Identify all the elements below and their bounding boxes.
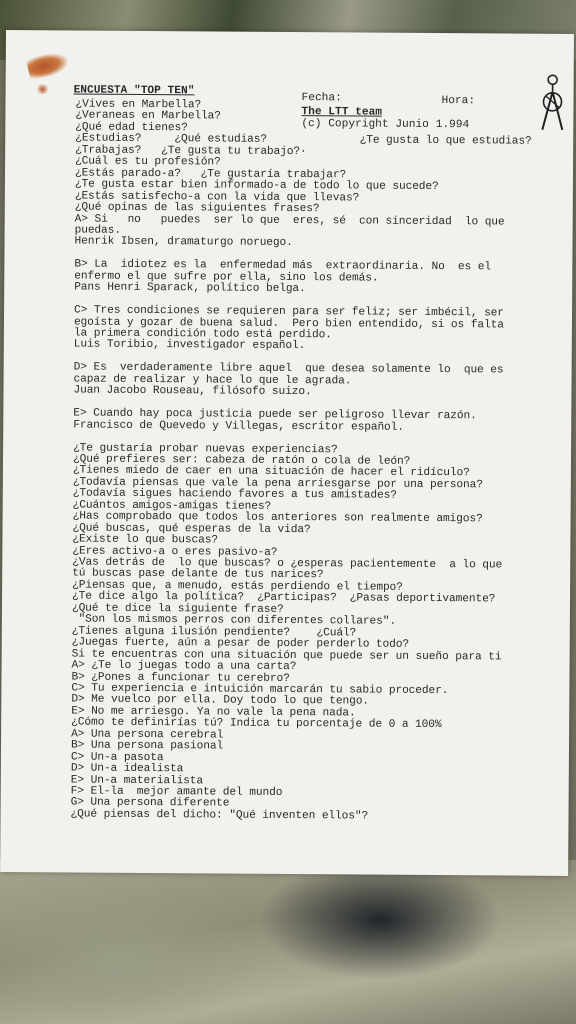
text-line: ¿Tienes alguna ilusión pendiente? ¿Cuál? <box>71 625 357 640</box>
text-line: C> Tu experiencia e intuición marcarán tu sabio proceder. <box>71 682 449 698</box>
text-line: B> La idiotez es la enfermedad más extraordinaria. No es el <box>74 258 492 274</box>
text-line: D> Me vuelco por ella. Doy todo lo que tengo. <box>71 693 369 708</box>
text-line: ¿Qué piensas del dicho: "Qué inventen ellos"? <box>70 808 369 823</box>
text-line: ¿Todavía piensas que vale la pena arriesgarse por una persona? <box>72 476 483 492</box>
text-line: ¿Te gusta estar bien informado-a de todo lo que sucede? <box>74 178 439 194</box>
text-line: ¿Veraneas en Marbella? <box>75 109 221 123</box>
text-line: ¿Cuál es tu profesión? <box>75 155 221 169</box>
text-line: ¿Eres activo-a o eres pasivo-a? <box>72 545 278 559</box>
text-line: ¿Cuántos amigos-amigas tienes? <box>72 499 272 513</box>
text-line: C> Un-a pasota <box>70 751 164 764</box>
text-line: ¿Estás parado-a? ¿Te gustaría trabajar? <box>74 167 347 182</box>
text-line: Si te encuentras con una situación que puede ser un sueño para ti <box>71 648 502 664</box>
text-line: ¿Te dice algo la política? ¿Participas? ¿Pasas deportivamente? <box>72 590 496 606</box>
copyright: (c) Copyright Junio 1.994 <box>301 118 470 132</box>
text-line: E> Cuando hay poca justicia puede ser peligroso llevar razón. <box>73 407 477 423</box>
fecha-label: Fecha: <box>301 92 342 105</box>
text-line: ¿Trabajas? ¿Te gusta tu trabajo?· <box>75 144 307 158</box>
text-line: la primera condición todo está perdido. <box>73 327 332 342</box>
text-line: tú buscas pase delante de tus narices? <box>72 567 324 582</box>
text-line: ¿Te gustaría probar nuevas experiencias? <box>73 441 338 456</box>
text-line: ¿Qué buscas, qué esperas de la vida? <box>72 522 311 536</box>
text-line: D> Es verdaderamente libre aquel que desea solamente lo que es <box>73 361 504 377</box>
text-line: Pans Henri Sparack, político belga. <box>74 281 306 296</box>
text-line: ¿Piensas que, a menudo, estás perdiendo el tiempo? <box>72 579 403 594</box>
text-line: enfermo el que sufre por ella, sino los demás. <box>74 270 379 285</box>
text-line: E> No me arriesgo. Ya no vale la pena nada. <box>71 705 356 720</box>
text-line: capaz de realizar y hace lo que le agrada. <box>73 373 352 388</box>
text-line: ¿Vas detrás de lo que buscas? o ¿esperas pacientemente a lo que <box>72 556 503 572</box>
survey-title: ENCUESTA "TOP TEN" <box>73 84 195 98</box>
text-line: B> Una persona pasional <box>70 739 224 753</box>
text-line: D> Un-a idealista <box>70 762 184 776</box>
text-line: A> Una persona cerebral <box>71 728 224 742</box>
text-line: ¿Has comprobado que todos los anteriores son realmente amigos? <box>72 510 483 526</box>
survey-sheet <box>0 30 574 876</box>
hora-label: Hora: <box>441 95 476 108</box>
text-line: ¿Existe lo que buscas? <box>72 533 218 547</box>
text-line: "Son los mismos perros con diferentes collares". <box>71 613 396 628</box>
text-line: ¿Juegas fuerte, aún a pesar de poder perderlo todo? <box>71 636 410 651</box>
text-line: E> Un-a materialista <box>70 774 204 787</box>
rust-stain <box>26 50 70 81</box>
text-line: Henrik Ibsen, dramaturgo noruego. <box>74 235 293 250</box>
text-line: ¿Tienes miedo de caer en una situación de hacer el ridículo? <box>72 464 470 480</box>
rust-stain-small <box>36 84 50 94</box>
text-line: ¿Vives en Marbella? <box>75 98 202 112</box>
text-line: B> ¿Pones a funcionar tu cerebro? <box>71 670 290 685</box>
text-line: A> ¿Te lo juegas todo a una carta? <box>71 659 297 674</box>
text-line: ¿Qué te dice la siguiente frase? <box>71 602 284 616</box>
background-fabric-bottom <box>0 860 576 1024</box>
text-line: ¿Estás satisfecho-a con la vida que llevas? <box>74 190 360 205</box>
text-line: ¿Cómo te definirías tú? Indica tu porcentaje de 0 a 100% <box>71 716 442 732</box>
text-line: Luis Toribio, investigador español. <box>73 338 306 353</box>
text-line: A> Si no puedes ser lo que eres, sé con sinceridad lo que <box>74 212 505 228</box>
text-line: ¿Estudias? ¿Qué estudias? ¿Te gusta lo que estudias? <box>75 132 532 149</box>
text-line: puedas. <box>74 224 121 237</box>
compass-logo-icon <box>539 72 565 132</box>
text-line: ¿Qué prefieres ser: cabeza de ratón o cola de león? <box>72 453 411 468</box>
team-name: The LTT team <box>301 106 383 119</box>
text-line: Juan Jacobo Rouseau, filósofo suizo. <box>73 384 312 399</box>
text-line: F> El-la mejor amante del mundo <box>70 785 283 799</box>
text-line: Francisco de Quevedo y Villegas, escritor español. <box>73 419 404 434</box>
text-line: G> Una persona diferente <box>70 796 230 811</box>
text-line: C> Tres condiciones se requieren para ser feliz; ser imbécil, ser <box>74 304 504 320</box>
text-line: ¿Todavía sigues haciendo favores a tus amistades? <box>72 487 397 503</box>
text-line: ¿Qué edad tienes? <box>75 121 188 135</box>
text-line: egoísta y gozar de buena salud. Pero bien entendido, si os falta <box>73 316 504 332</box>
text-line: ¿Qué opinas de las siguientes frases? <box>74 201 320 216</box>
